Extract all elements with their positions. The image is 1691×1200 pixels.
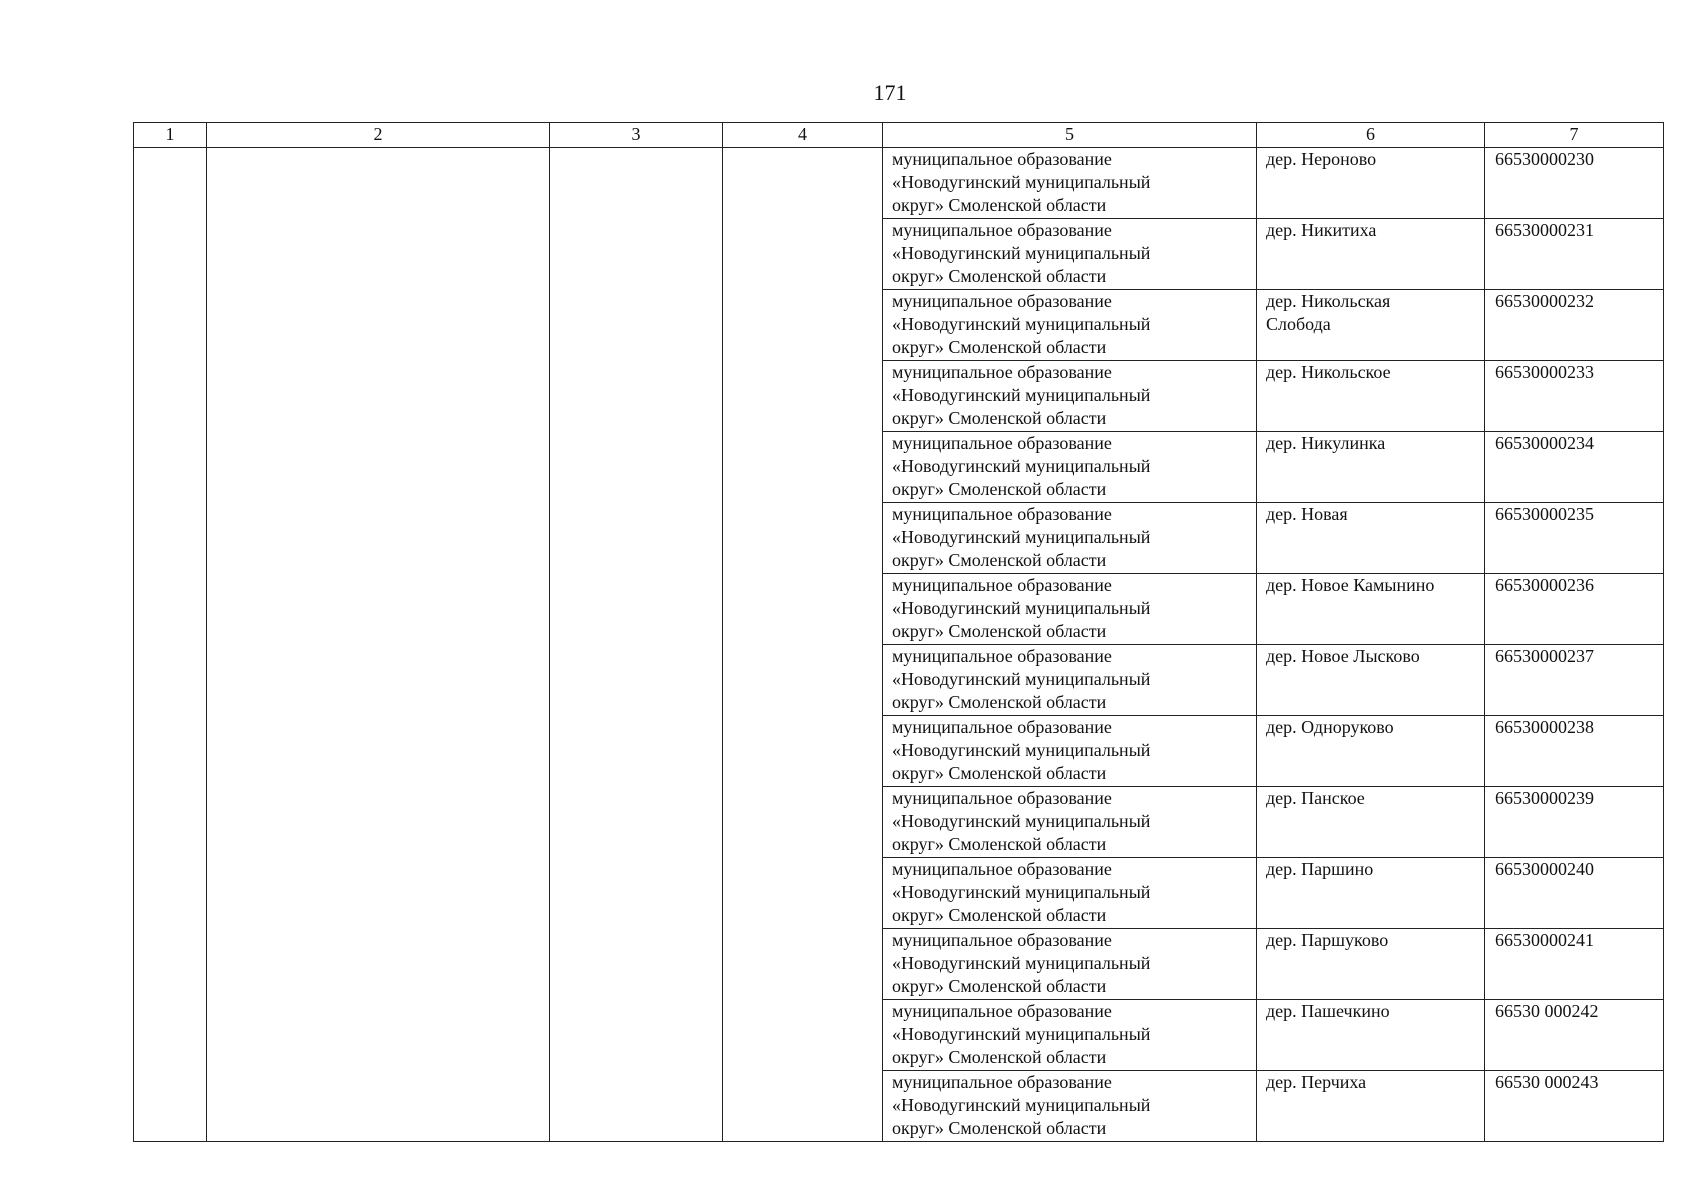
municipality-line: муниципальное образование (892, 433, 1112, 453)
municipality-line: округ» Смоленской области (892, 976, 1107, 996)
column-header-4: 4 (723, 123, 883, 148)
column-header-5: 5 (883, 123, 1257, 148)
code-cell (1485, 1000, 1664, 1071)
oktmo-code: 66530000232 (1495, 291, 1594, 311)
municipality-line: муниципальное образование (892, 1001, 1112, 1021)
column-header-7: 7 (1485, 123, 1664, 148)
column-header-3: 3 (550, 123, 723, 148)
municipality-line: «Новодугинский муниципальный (892, 811, 1151, 831)
code-cell (1485, 787, 1664, 858)
code-cell (1485, 929, 1664, 1000)
oktmo-code: 66530000237 (1495, 646, 1594, 666)
code-cell (1485, 290, 1664, 361)
oktmo-code: 66530000230 (1495, 149, 1594, 169)
municipality-cell (883, 148, 1257, 219)
municipality-line: округ» Смоленской области (892, 266, 1107, 286)
oktmo-code: 66530000241 (1495, 930, 1594, 950)
municipality-line: «Новодугинский муниципальный (892, 598, 1151, 618)
locality-cell (1257, 716, 1485, 787)
oktmo-code: 66530000239 (1495, 788, 1594, 808)
municipality-line: округ» Смоленской области (892, 550, 1107, 570)
municipality-line: округ» Смоленской области (892, 195, 1107, 215)
locality-name: дер. Новое Лысково (1266, 646, 1420, 666)
locality-cell (1257, 361, 1485, 432)
code-cell (1485, 432, 1664, 503)
municipality-line: муниципальное образование (892, 1072, 1112, 1092)
oktmo-code: 66530000234 (1495, 433, 1594, 453)
settlements-table (133, 122, 1664, 1142)
column-3-cell (550, 148, 723, 1142)
code-cell (1485, 858, 1664, 929)
oktmo-code: 66530000231 (1495, 220, 1594, 240)
municipality-line: округ» Смоленской области (892, 408, 1107, 428)
municipality-cell (883, 645, 1257, 716)
municipality-line: муниципальное образование (892, 717, 1112, 737)
locality-cell (1257, 574, 1485, 645)
column-header-6: 6 (1257, 123, 1485, 148)
municipality-line: округ» Смоленской области (892, 763, 1107, 783)
municipality-cell (883, 574, 1257, 645)
code-cell (1485, 148, 1664, 219)
locality-name: дер. Паршуково (1266, 930, 1389, 950)
code-cell (1485, 574, 1664, 645)
municipality-line: «Новодугинский муниципальный (892, 243, 1151, 263)
oktmo-code: 66530000235 (1495, 504, 1594, 524)
locality-cell (1257, 787, 1485, 858)
municipality-cell (883, 858, 1257, 929)
locality-cell (1257, 503, 1485, 574)
locality-name: дер. Никулинка (1266, 433, 1386, 453)
code-cell (1485, 503, 1664, 574)
locality-cell (1257, 1071, 1485, 1142)
oktmo-code: 66530000233 (1495, 362, 1594, 382)
municipality-cell (883, 787, 1257, 858)
locality-cell (1257, 929, 1485, 1000)
locality-cell (1257, 1000, 1485, 1071)
municipality-line: муниципальное образование (892, 291, 1112, 311)
municipality-line: муниципальное образование (892, 362, 1112, 382)
column-4-cell (723, 148, 883, 1142)
municipality-line: «Новодугинский муниципальный (892, 385, 1151, 405)
municipality-cell (883, 219, 1257, 290)
code-cell (1485, 361, 1664, 432)
municipality-line: муниципальное образование (892, 504, 1112, 524)
municipality-line: муниципальное образование (892, 220, 1112, 240)
municipality-line: муниципальное образование (892, 859, 1112, 879)
municipality-line: «Новодугинский муниципальный (892, 314, 1151, 334)
municipality-cell (883, 432, 1257, 503)
oktmo-code: 66530000240 (1495, 859, 1594, 879)
municipality-line: муниципальное образование (892, 575, 1112, 595)
locality-name: дер. Новое Камынино (1266, 575, 1435, 595)
locality-cell (1257, 219, 1485, 290)
locality-cell (1257, 148, 1485, 219)
code-cell (1485, 1071, 1664, 1142)
locality-cell (1257, 645, 1485, 716)
municipality-line: округ» Смоленской области (892, 337, 1107, 357)
municipality-line: округ» Смоленской области (892, 1047, 1107, 1067)
locality-cell (1257, 432, 1485, 503)
table-header-row (134, 123, 1664, 148)
locality-name: дер. Перчиха (1266, 1072, 1367, 1092)
municipality-line: округ» Смоленской области (892, 479, 1107, 499)
municipality-line: «Новодугинский муниципальный (892, 1095, 1151, 1115)
municipality-line: «Новодугинский муниципальный (892, 527, 1151, 547)
municipality-cell (883, 929, 1257, 1000)
locality-name: дер. Панское (1266, 788, 1365, 808)
locality-name: дер. Никитиха (1266, 220, 1377, 240)
municipality-line: «Новодугинский муниципальный (892, 669, 1151, 689)
municipality-cell (883, 1000, 1257, 1071)
municipality-line: «Новодугинский муниципальный (892, 882, 1151, 902)
municipality-line: округ» Смоленской области (892, 692, 1107, 712)
municipality-line: «Новодугинский муниципальный (892, 953, 1151, 973)
locality-name: дер. Нероново (1266, 149, 1377, 169)
municipality-line: округ» Смоленской области (892, 905, 1107, 925)
locality-cell (1257, 290, 1485, 361)
locality-name: дер. Паршино (1266, 859, 1374, 879)
column-header-1: 1 (134, 123, 207, 148)
oktmo-code: 66530000236 (1495, 575, 1594, 595)
municipality-cell (883, 1071, 1257, 1142)
code-cell (1485, 645, 1664, 716)
municipality-cell (883, 503, 1257, 574)
oktmo-code: 66530000238 (1495, 717, 1594, 737)
municipality-line: муниципальное образование (892, 646, 1112, 666)
municipality-line: округ» Смоленской области (892, 621, 1107, 641)
municipality-line: округ» Смоленской области (892, 1118, 1107, 1138)
municipality-cell (883, 361, 1257, 432)
locality-name: дер. Новая (1266, 504, 1348, 524)
locality-name: дер. Одноруково (1266, 717, 1394, 737)
page-number: 171 (873, 80, 907, 105)
municipality-line: муниципальное образование (892, 788, 1112, 808)
municipality-line: округ» Смоленской области (892, 834, 1107, 854)
locality-cell (1257, 858, 1485, 929)
column-2-cell (207, 148, 550, 1142)
oktmo-code: 66530 000243 (1495, 1072, 1599, 1092)
locality-name: дер. Никольская Слобода (1266, 291, 1391, 334)
municipality-line: «Новодугинский муниципальный (892, 456, 1151, 476)
oktmo-code: 66530 000242 (1495, 1001, 1599, 1021)
municipality-line: «Новодугинский муниципальный (892, 740, 1151, 760)
municipality-line: «Новодугинский муниципальный (892, 172, 1151, 192)
locality-name: дер. Никольское (1266, 362, 1391, 382)
column-1-cell (134, 148, 207, 1142)
municipality-line: «Новодугинский муниципальный (892, 1024, 1151, 1044)
municipality-cell (883, 290, 1257, 361)
table-row (134, 148, 1664, 219)
municipality-cell (883, 716, 1257, 787)
code-cell (1485, 716, 1664, 787)
code-cell (1485, 219, 1664, 290)
column-header-2: 2 (207, 123, 550, 148)
municipality-line: муниципальное образование (892, 930, 1112, 950)
table-body (134, 148, 1664, 1142)
municipality-line: муниципальное образование (892, 149, 1112, 169)
locality-name: дер. Пашечкино (1266, 1001, 1390, 1021)
